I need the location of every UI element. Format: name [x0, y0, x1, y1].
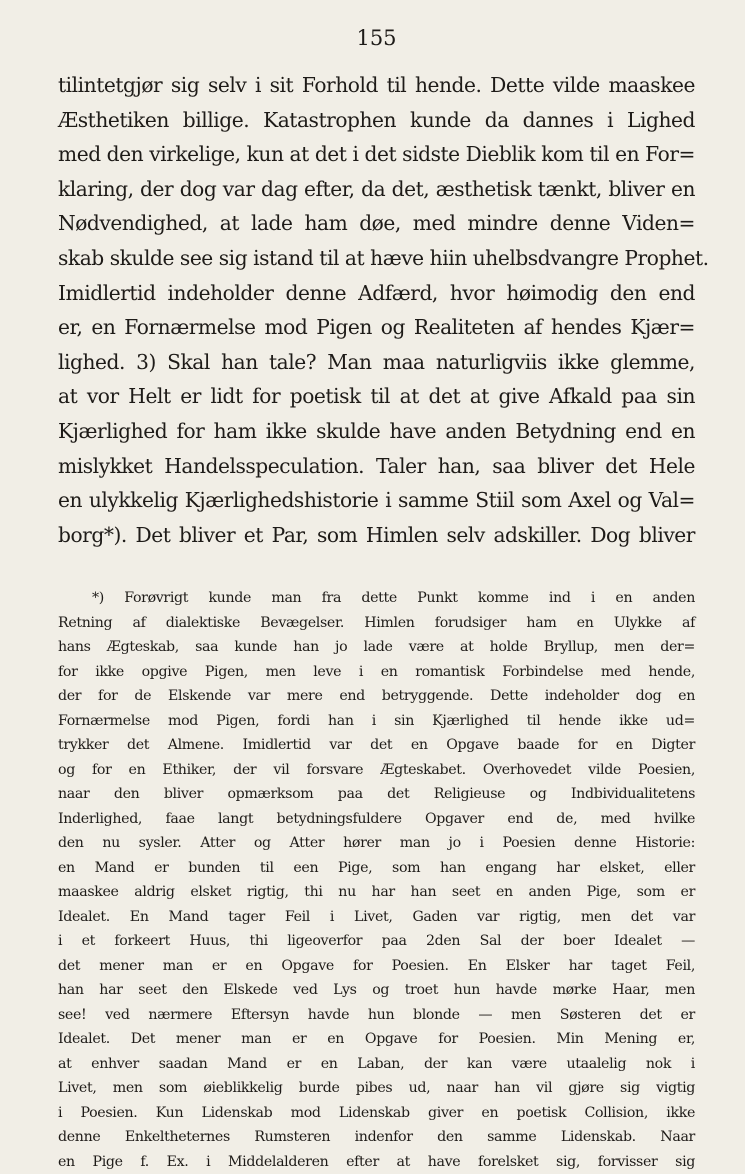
footnote-line: Fornærmelse mod Pigen, fordi han i sin Kjærlighed til hende ikke ud=	[58, 712, 695, 729]
footnote-line: en Pige f. Ex. i Middelalderen efter at have forelsket sig, forvisser sig	[58, 1153, 695, 1170]
main-text-line: skab skulde see sig istand til at hæve hiin uhelbsdvangre Prophet.	[58, 245, 709, 270]
main-text-line: er, en Fornærmelse mod Pigen og Realiteten af hendes Kjær=	[58, 315, 695, 340]
footnote-line: den nu sysler. Atter og Atter hører man jo i Poesien denne Historie:	[58, 835, 695, 852]
footnote-line: maaskee aldrig elsket rigtig, thi nu har han seet en anden Pige, som er	[58, 884, 695, 901]
footnote-line: Livet, men som øieblikkelig burde pibes ud, naar han vil gjøre sig vigtig	[58, 1080, 695, 1097]
footnote-line: og for en Ethiker, der vil forsvare Ægteskabet. Overhovedet vilde Poesien,	[58, 761, 695, 778]
footnote-line: Retning af dialektiske Bevægelser. Himlen forudsiger ham en Ulykke af	[58, 614, 695, 631]
footnote	[58, 586, 695, 1174]
main-text-line: Æsthetiken billige. Katastrophen kunde da dannes i Lighed	[58, 107, 695, 132]
footnote-line: for ikke opgive Pigen, men leve i en romantisk Forbindelse med hende,	[58, 663, 695, 680]
footnote-line: naar den bliver opmærksom paa det Religieuse og Indbividualitetens	[58, 786, 695, 803]
footnote-line: i et forkeert Huus, thi ligeoverfor paa 2den Sal der boer Idealet —	[58, 933, 695, 950]
footnote-line: trykker det Almene. Imidlertid var det en Opgave baade for en Digter	[58, 737, 695, 754]
main-text-line: lighed. 3) Skal han tale? Man maa naturligviis ikke glemme,	[58, 349, 695, 374]
main-text-line: tilintetgjør sig selv i sit Forhold til hende. Dette vilde maaskee	[58, 73, 695, 97]
footnote-line: en Mand er bunden til een Pige, som han engang har elsket, eller	[58, 859, 695, 876]
footnote-line: at enhver saadan Mand er en Laban, der kan være utaalelig nok i	[58, 1055, 695, 1072]
main-text-line: klaring, der dog var dag efter, da det, æsthetisk tænkt, bliver en	[58, 176, 695, 201]
main-text-line: Imidlertid indeholder denne Adfærd, hvor høimodig den end	[58, 280, 695, 305]
footnote-line: det mener man er en Opgave for Poesien. En Elsker har taget Feil,	[58, 957, 695, 974]
main-text-line: mislykket Handelsspeculation. Taler han, saa bliver det Hele	[58, 453, 695, 478]
footnote-line: Idealet. En Mand tager Feil i Livet, Gaden var rigtig, men det var	[58, 908, 695, 925]
main-text-line: en ulykkelig Kjærlighedshistorie i samme Stiil som Axel og Val=	[58, 488, 695, 513]
footnote-line: see! ved nærmere Eftersyn havde hun blonde — men Søsteren det er	[58, 1006, 695, 1023]
main-text-line: med den virkelige, kun at det i det sidste Dieblik kom til en For=	[58, 142, 695, 167]
footnote-line: der for de Elskende var mere end betryggende. Dette indeholder dog en	[58, 688, 695, 705]
footnote-line: han har seet den Elskede ved Lys og troet hun havde mørke Haar, men	[58, 982, 695, 999]
main-text	[58, 68, 709, 552]
main-text-line: borg*). Det bliver et Par, som Himlen selv adskiller. Dog bliver	[58, 522, 695, 547]
footnote-line: hans Ægteskab, saa kunde han jo lade være at holde Bryllup, men der=	[58, 639, 695, 656]
main-text-line: Nødvendighed, at lade ham døe, med mindre denne Viden=	[58, 211, 695, 236]
footnote-line: Inderlighed, faae langt betydningsfuldere Opgaver end de, med hvilke	[58, 810, 695, 827]
footnote-line: Idealet. Det mener man er en Opgave for Poesien. Min Mening er,	[58, 1031, 695, 1048]
footnote-line: *) Forøvrigt kunde man fra dette Punkt komme ind i en anden	[92, 590, 695, 607]
footnote-line: denne Enkeltheternes Rumsteren indenfor den samme Lidenskab. Naar	[58, 1129, 695, 1146]
page-number: 155	[356, 26, 397, 50]
main-text-line: at vor Helt er lidt for poetisk til at det at give Afkald paa sin	[58, 384, 695, 409]
footnote-line: i Poesien. Kun Lidenskab mod Lidenskab giver en poetisk Collision, ikke	[58, 1104, 695, 1121]
main-text-line: Kjærlighed for ham ikke skulde have anden Betydning end en	[58, 418, 695, 443]
